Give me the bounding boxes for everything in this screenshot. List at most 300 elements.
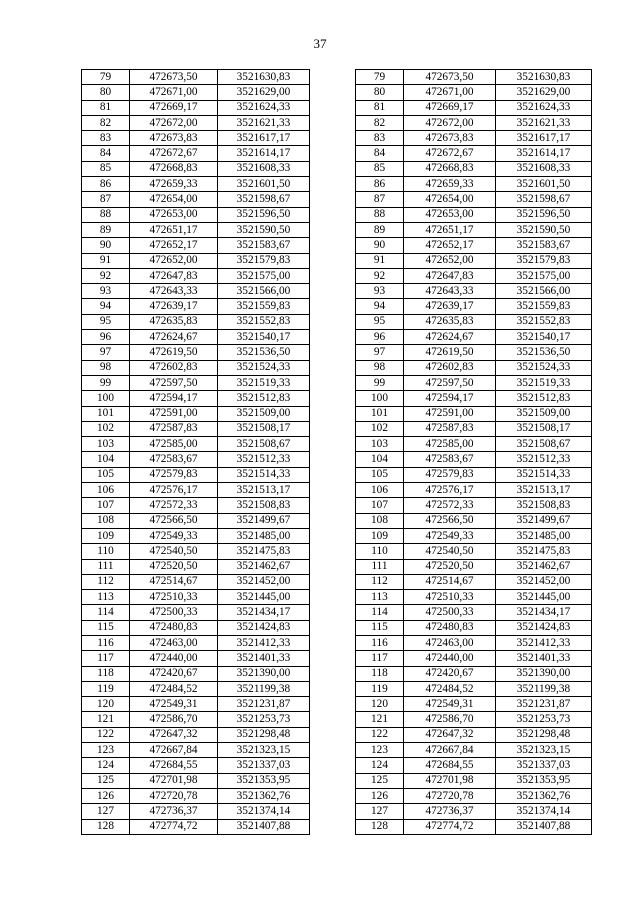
right-x-coordinate: 472673,50 <box>404 70 496 85</box>
left-point-number: 81 <box>82 100 130 115</box>
right-y-coordinate: 3521508,17 <box>496 421 592 436</box>
left-y-coordinate: 3521231,87 <box>218 697 310 712</box>
column-gap <box>310 635 356 650</box>
table-row <box>82 651 592 666</box>
right-point-number: 90 <box>356 238 404 253</box>
right-y-coordinate: 3521424,83 <box>496 620 592 635</box>
right-y-coordinate: 3521540,17 <box>496 330 592 345</box>
table-row <box>82 437 592 452</box>
left-y-coordinate: 3521629,00 <box>218 85 310 100</box>
column-gap <box>310 483 356 498</box>
left-x-coordinate: 472572,33 <box>130 498 218 513</box>
table-row <box>82 788 592 803</box>
coordinates-table <box>81 69 592 835</box>
right-point-number: 111 <box>356 559 404 574</box>
right-y-coordinate: 3521199,38 <box>496 681 592 696</box>
table-row <box>82 222 592 237</box>
right-x-coordinate: 472635,83 <box>404 314 496 329</box>
table-row <box>82 314 592 329</box>
right-y-coordinate: 3521485,00 <box>496 528 592 543</box>
table-row <box>82 268 592 283</box>
table-row <box>82 590 592 605</box>
left-point-number: 122 <box>82 727 130 742</box>
right-y-coordinate: 3521629,00 <box>496 85 592 100</box>
column-gap <box>310 590 356 605</box>
column-gap <box>310 666 356 681</box>
left-y-coordinate: 3521323,15 <box>218 743 310 758</box>
right-y-coordinate: 3521559,83 <box>496 299 592 314</box>
right-point-number: 124 <box>356 758 404 773</box>
right-y-coordinate: 3521617,17 <box>496 131 592 146</box>
left-y-coordinate: 3521601,50 <box>218 177 310 192</box>
right-point-number: 81 <box>356 100 404 115</box>
right-x-coordinate: 472576,17 <box>404 483 496 498</box>
left-x-coordinate: 472673,50 <box>130 70 218 85</box>
right-point-number: 97 <box>356 345 404 360</box>
left-point-number: 110 <box>82 544 130 559</box>
right-y-coordinate: 3521608,33 <box>496 161 592 176</box>
right-y-coordinate: 3521624,33 <box>496 100 592 115</box>
right-x-coordinate: 472647,32 <box>404 727 496 742</box>
right-x-coordinate: 472774,72 <box>404 819 496 834</box>
left-y-coordinate: 3521519,33 <box>218 375 310 390</box>
right-x-coordinate: 472549,33 <box>404 528 496 543</box>
left-y-coordinate: 3521424,83 <box>218 620 310 635</box>
right-y-coordinate: 3521374,14 <box>496 804 592 819</box>
column-gap <box>310 681 356 696</box>
table-row <box>82 375 592 390</box>
table-row <box>82 666 592 681</box>
right-y-coordinate: 3521566,00 <box>496 284 592 299</box>
left-y-coordinate: 3521508,83 <box>218 498 310 513</box>
column-gap <box>310 452 356 467</box>
column-gap <box>310 222 356 237</box>
right-point-number: 89 <box>356 222 404 237</box>
right-x-coordinate: 472701,98 <box>404 773 496 788</box>
column-gap <box>310 115 356 130</box>
column-gap <box>310 605 356 620</box>
left-y-coordinate: 3521630,83 <box>218 70 310 85</box>
column-gap <box>310 743 356 758</box>
right-point-number: 109 <box>356 528 404 543</box>
column-gap <box>310 528 356 543</box>
page-number: 37 <box>313 36 327 51</box>
table-row <box>82 743 592 758</box>
column-gap <box>310 360 356 375</box>
right-point-number: 86 <box>356 177 404 192</box>
table-row <box>82 574 592 589</box>
left-y-coordinate: 3521540,17 <box>218 330 310 345</box>
right-x-coordinate: 472720,78 <box>404 788 496 803</box>
right-x-coordinate: 472597,50 <box>404 375 496 390</box>
right-point-number: 80 <box>356 85 404 100</box>
left-x-coordinate: 472653,00 <box>130 207 218 222</box>
right-point-number: 127 <box>356 804 404 819</box>
column-gap <box>310 406 356 421</box>
right-x-coordinate: 472440,00 <box>404 651 496 666</box>
left-y-coordinate: 3521401,33 <box>218 651 310 666</box>
right-y-coordinate: 3521575,00 <box>496 268 592 283</box>
left-x-coordinate: 472440,00 <box>130 651 218 666</box>
right-point-number: 116 <box>356 635 404 650</box>
left-y-coordinate: 3521199,38 <box>218 681 310 696</box>
column-gap <box>310 651 356 666</box>
table-row <box>82 467 592 482</box>
right-x-coordinate: 472652,00 <box>404 253 496 268</box>
right-x-coordinate: 472659,33 <box>404 177 496 192</box>
table-row <box>82 635 592 650</box>
left-point-number: 86 <box>82 177 130 192</box>
right-x-coordinate: 472624,67 <box>404 330 496 345</box>
right-x-coordinate: 472420,67 <box>404 666 496 681</box>
left-x-coordinate: 472668,83 <box>130 161 218 176</box>
right-point-number: 114 <box>356 605 404 620</box>
left-point-number: 98 <box>82 360 130 375</box>
right-y-coordinate: 3521253,73 <box>496 712 592 727</box>
right-x-coordinate: 472672,00 <box>404 115 496 130</box>
right-point-number: 91 <box>356 253 404 268</box>
left-y-coordinate: 3521462,67 <box>218 559 310 574</box>
table-row <box>82 758 592 773</box>
right-x-coordinate: 472647,83 <box>404 268 496 283</box>
right-y-coordinate: 3521512,83 <box>496 391 592 406</box>
left-point-number: 125 <box>82 773 130 788</box>
left-point-number: 96 <box>82 330 130 345</box>
column-gap <box>310 697 356 712</box>
left-y-coordinate: 3521337,03 <box>218 758 310 773</box>
left-point-number: 80 <box>82 85 130 100</box>
right-point-number: 106 <box>356 483 404 498</box>
right-x-coordinate: 472520,50 <box>404 559 496 574</box>
left-point-number: 92 <box>82 268 130 283</box>
right-x-coordinate: 472643,33 <box>404 284 496 299</box>
right-x-coordinate: 472619,50 <box>404 345 496 360</box>
column-gap <box>310 330 356 345</box>
right-point-number: 107 <box>356 498 404 513</box>
right-x-coordinate: 472583,67 <box>404 452 496 467</box>
right-point-number: 122 <box>356 727 404 742</box>
coordinates-table-body <box>82 70 592 835</box>
column-gap <box>310 727 356 742</box>
right-point-number: 121 <box>356 712 404 727</box>
left-x-coordinate: 472720,78 <box>130 788 218 803</box>
right-y-coordinate: 3521583,67 <box>496 238 592 253</box>
table-row <box>82 207 592 222</box>
right-point-number: 120 <box>356 697 404 712</box>
right-x-coordinate: 472684,55 <box>404 758 496 773</box>
right-x-coordinate: 472594,17 <box>404 391 496 406</box>
left-x-coordinate: 472672,67 <box>130 146 218 161</box>
left-y-coordinate: 3521452,00 <box>218 574 310 589</box>
left-y-coordinate: 3521508,17 <box>218 421 310 436</box>
right-y-coordinate: 3521630,83 <box>496 70 592 85</box>
right-x-coordinate: 472586,70 <box>404 712 496 727</box>
table-row <box>82 773 592 788</box>
left-y-coordinate: 3521513,17 <box>218 483 310 498</box>
table-row <box>82 544 592 559</box>
column-gap <box>310 544 356 559</box>
right-x-coordinate: 472566,50 <box>404 513 496 528</box>
right-point-number: 88 <box>356 207 404 222</box>
left-y-coordinate: 3521624,33 <box>218 100 310 115</box>
table-row <box>82 299 592 314</box>
left-point-number: 114 <box>82 605 130 620</box>
left-point-number: 101 <box>82 406 130 421</box>
left-point-number: 120 <box>82 697 130 712</box>
right-x-coordinate: 472572,33 <box>404 498 496 513</box>
left-x-coordinate: 472514,67 <box>130 574 218 589</box>
left-y-coordinate: 3521362,76 <box>218 788 310 803</box>
left-point-number: 107 <box>82 498 130 513</box>
right-point-number: 108 <box>356 513 404 528</box>
left-x-coordinate: 472540,50 <box>130 544 218 559</box>
right-x-coordinate: 472463,00 <box>404 635 496 650</box>
left-point-number: 109 <box>82 528 130 543</box>
left-point-number: 87 <box>82 192 130 207</box>
column-gap <box>310 131 356 146</box>
right-x-coordinate: 472669,17 <box>404 100 496 115</box>
right-point-number: 100 <box>356 391 404 406</box>
left-point-number: 115 <box>82 620 130 635</box>
right-y-coordinate: 3521579,83 <box>496 253 592 268</box>
left-x-coordinate: 472652,17 <box>130 238 218 253</box>
column-gap <box>310 345 356 360</box>
column-gap <box>310 253 356 268</box>
right-point-number: 84 <box>356 146 404 161</box>
left-y-coordinate: 3521253,73 <box>218 712 310 727</box>
column-gap <box>310 620 356 635</box>
right-point-number: 82 <box>356 115 404 130</box>
right-point-number: 104 <box>356 452 404 467</box>
left-x-coordinate: 472635,83 <box>130 314 218 329</box>
right-point-number: 87 <box>356 192 404 207</box>
right-x-coordinate: 472579,83 <box>404 467 496 482</box>
left-point-number: 117 <box>82 651 130 666</box>
column-gap <box>310 559 356 574</box>
left-point-number: 119 <box>82 681 130 696</box>
right-x-coordinate: 472668,83 <box>404 161 496 176</box>
right-y-coordinate: 3521513,17 <box>496 483 592 498</box>
right-x-coordinate: 472500,33 <box>404 605 496 620</box>
table-row <box>82 697 592 712</box>
left-point-number: 112 <box>82 574 130 589</box>
right-x-coordinate: 472602,83 <box>404 360 496 375</box>
left-x-coordinate: 472520,50 <box>130 559 218 574</box>
left-x-coordinate: 472624,67 <box>130 330 218 345</box>
column-gap <box>310 773 356 788</box>
right-point-number: 102 <box>356 421 404 436</box>
left-y-coordinate: 3521508,67 <box>218 437 310 452</box>
column-gap <box>310 391 356 406</box>
right-point-number: 99 <box>356 375 404 390</box>
column-gap <box>310 100 356 115</box>
right-y-coordinate: 3521621,33 <box>496 115 592 130</box>
left-point-number: 100 <box>82 391 130 406</box>
left-y-coordinate: 3521374,14 <box>218 804 310 819</box>
left-y-coordinate: 3521596,50 <box>218 207 310 222</box>
right-point-number: 98 <box>356 360 404 375</box>
left-x-coordinate: 472585,00 <box>130 437 218 452</box>
left-x-coordinate: 472684,55 <box>130 758 218 773</box>
left-point-number: 83 <box>82 131 130 146</box>
table-row <box>82 421 592 436</box>
column-gap <box>310 284 356 299</box>
table-row <box>82 146 592 161</box>
column-gap <box>310 192 356 207</box>
right-y-coordinate: 3521614,17 <box>496 146 592 161</box>
right-y-coordinate: 3521514,33 <box>496 467 592 482</box>
column-gap <box>310 758 356 773</box>
left-point-number: 84 <box>82 146 130 161</box>
left-x-coordinate: 472549,31 <box>130 697 218 712</box>
right-y-coordinate: 3521512,33 <box>496 452 592 467</box>
left-y-coordinate: 3521536,50 <box>218 345 310 360</box>
right-y-coordinate: 3521598,67 <box>496 192 592 207</box>
left-x-coordinate: 472659,33 <box>130 177 218 192</box>
left-y-coordinate: 3521509,00 <box>218 406 310 421</box>
left-x-coordinate: 472480,83 <box>130 620 218 635</box>
left-y-coordinate: 3521575,00 <box>218 268 310 283</box>
left-x-coordinate: 472576,17 <box>130 483 218 498</box>
right-y-coordinate: 3521552,83 <box>496 314 592 329</box>
left-x-coordinate: 472594,17 <box>130 391 218 406</box>
left-x-coordinate: 472549,33 <box>130 528 218 543</box>
table-row <box>82 681 592 696</box>
right-point-number: 105 <box>356 467 404 482</box>
left-y-coordinate: 3521512,83 <box>218 391 310 406</box>
left-y-coordinate: 3521608,33 <box>218 161 310 176</box>
left-y-coordinate: 3521579,83 <box>218 253 310 268</box>
column-gap <box>310 804 356 819</box>
table-row <box>82 406 592 421</box>
right-x-coordinate: 472671,00 <box>404 85 496 100</box>
table-row <box>82 100 592 115</box>
table-row <box>82 712 592 727</box>
left-x-coordinate: 472566,50 <box>130 513 218 528</box>
left-y-coordinate: 3521590,50 <box>218 222 310 237</box>
left-y-coordinate: 3521559,83 <box>218 299 310 314</box>
right-point-number: 119 <box>356 681 404 696</box>
column-gap <box>310 819 356 834</box>
right-point-number: 113 <box>356 590 404 605</box>
left-x-coordinate: 472463,00 <box>130 635 218 650</box>
right-x-coordinate: 472480,83 <box>404 620 496 635</box>
left-x-coordinate: 472500,33 <box>130 605 218 620</box>
left-y-coordinate: 3521445,00 <box>218 590 310 605</box>
right-y-coordinate: 3521508,83 <box>496 498 592 513</box>
right-y-coordinate: 3521475,83 <box>496 544 592 559</box>
right-x-coordinate: 472654,00 <box>404 192 496 207</box>
column-gap <box>310 574 356 589</box>
right-y-coordinate: 3521401,33 <box>496 651 592 666</box>
column-gap <box>310 421 356 436</box>
table-row <box>82 238 592 253</box>
right-y-coordinate: 3521596,50 <box>496 207 592 222</box>
left-point-number: 113 <box>82 590 130 605</box>
left-x-coordinate: 472774,72 <box>130 819 218 834</box>
left-point-number: 111 <box>82 559 130 574</box>
right-point-number: 94 <box>356 299 404 314</box>
column-gap <box>310 207 356 222</box>
left-point-number: 85 <box>82 161 130 176</box>
left-x-coordinate: 472736,37 <box>130 804 218 819</box>
table-row <box>82 804 592 819</box>
right-y-coordinate: 3521508,67 <box>496 437 592 452</box>
left-y-coordinate: 3521514,33 <box>218 467 310 482</box>
left-y-coordinate: 3521434,17 <box>218 605 310 620</box>
table-row <box>82 131 592 146</box>
left-x-coordinate: 472602,83 <box>130 360 218 375</box>
table-row <box>82 620 592 635</box>
right-y-coordinate: 3521601,50 <box>496 177 592 192</box>
left-point-number: 106 <box>82 483 130 498</box>
right-point-number: 93 <box>356 284 404 299</box>
left-x-coordinate: 472647,32 <box>130 727 218 742</box>
left-y-coordinate: 3521598,67 <box>218 192 310 207</box>
right-y-coordinate: 3521536,50 <box>496 345 592 360</box>
left-x-coordinate: 472667,84 <box>130 743 218 758</box>
column-gap <box>310 788 356 803</box>
table-row <box>82 360 592 375</box>
left-point-number: 93 <box>82 284 130 299</box>
right-x-coordinate: 472585,00 <box>404 437 496 452</box>
table-row <box>82 483 592 498</box>
left-point-number: 95 <box>82 314 130 329</box>
left-x-coordinate: 472420,67 <box>130 666 218 681</box>
left-point-number: 99 <box>82 375 130 390</box>
table-row <box>82 192 592 207</box>
right-point-number: 92 <box>356 268 404 283</box>
right-y-coordinate: 3521412,33 <box>496 635 592 650</box>
table-row <box>82 161 592 176</box>
right-y-coordinate: 3521362,76 <box>496 788 592 803</box>
column-gap <box>310 498 356 513</box>
table-row <box>82 70 592 85</box>
left-point-number: 104 <box>82 452 130 467</box>
column-gap <box>310 85 356 100</box>
table-row <box>82 559 592 574</box>
left-x-coordinate: 472583,67 <box>130 452 218 467</box>
right-point-number: 125 <box>356 773 404 788</box>
left-y-coordinate: 3521552,83 <box>218 314 310 329</box>
right-y-coordinate: 3521462,67 <box>496 559 592 574</box>
left-point-number: 124 <box>82 758 130 773</box>
table-row <box>82 330 592 345</box>
right-x-coordinate: 472672,67 <box>404 146 496 161</box>
right-x-coordinate: 472549,31 <box>404 697 496 712</box>
column-gap <box>310 375 356 390</box>
left-x-coordinate: 472586,70 <box>130 712 218 727</box>
table-row <box>82 452 592 467</box>
left-x-coordinate: 472669,17 <box>130 100 218 115</box>
left-x-coordinate: 472619,50 <box>130 345 218 360</box>
left-x-coordinate: 472671,00 <box>130 85 218 100</box>
left-y-coordinate: 3521621,33 <box>218 115 310 130</box>
right-point-number: 85 <box>356 161 404 176</box>
right-point-number: 118 <box>356 666 404 681</box>
right-y-coordinate: 3521519,33 <box>496 375 592 390</box>
right-point-number: 117 <box>356 651 404 666</box>
left-point-number: 123 <box>82 743 130 758</box>
right-point-number: 115 <box>356 620 404 635</box>
right-point-number: 95 <box>356 314 404 329</box>
right-y-coordinate: 3521323,15 <box>496 743 592 758</box>
table-row <box>82 513 592 528</box>
left-y-coordinate: 3521412,33 <box>218 635 310 650</box>
left-y-coordinate: 3521524,33 <box>218 360 310 375</box>
left-point-number: 89 <box>82 222 130 237</box>
table-row <box>82 819 592 834</box>
